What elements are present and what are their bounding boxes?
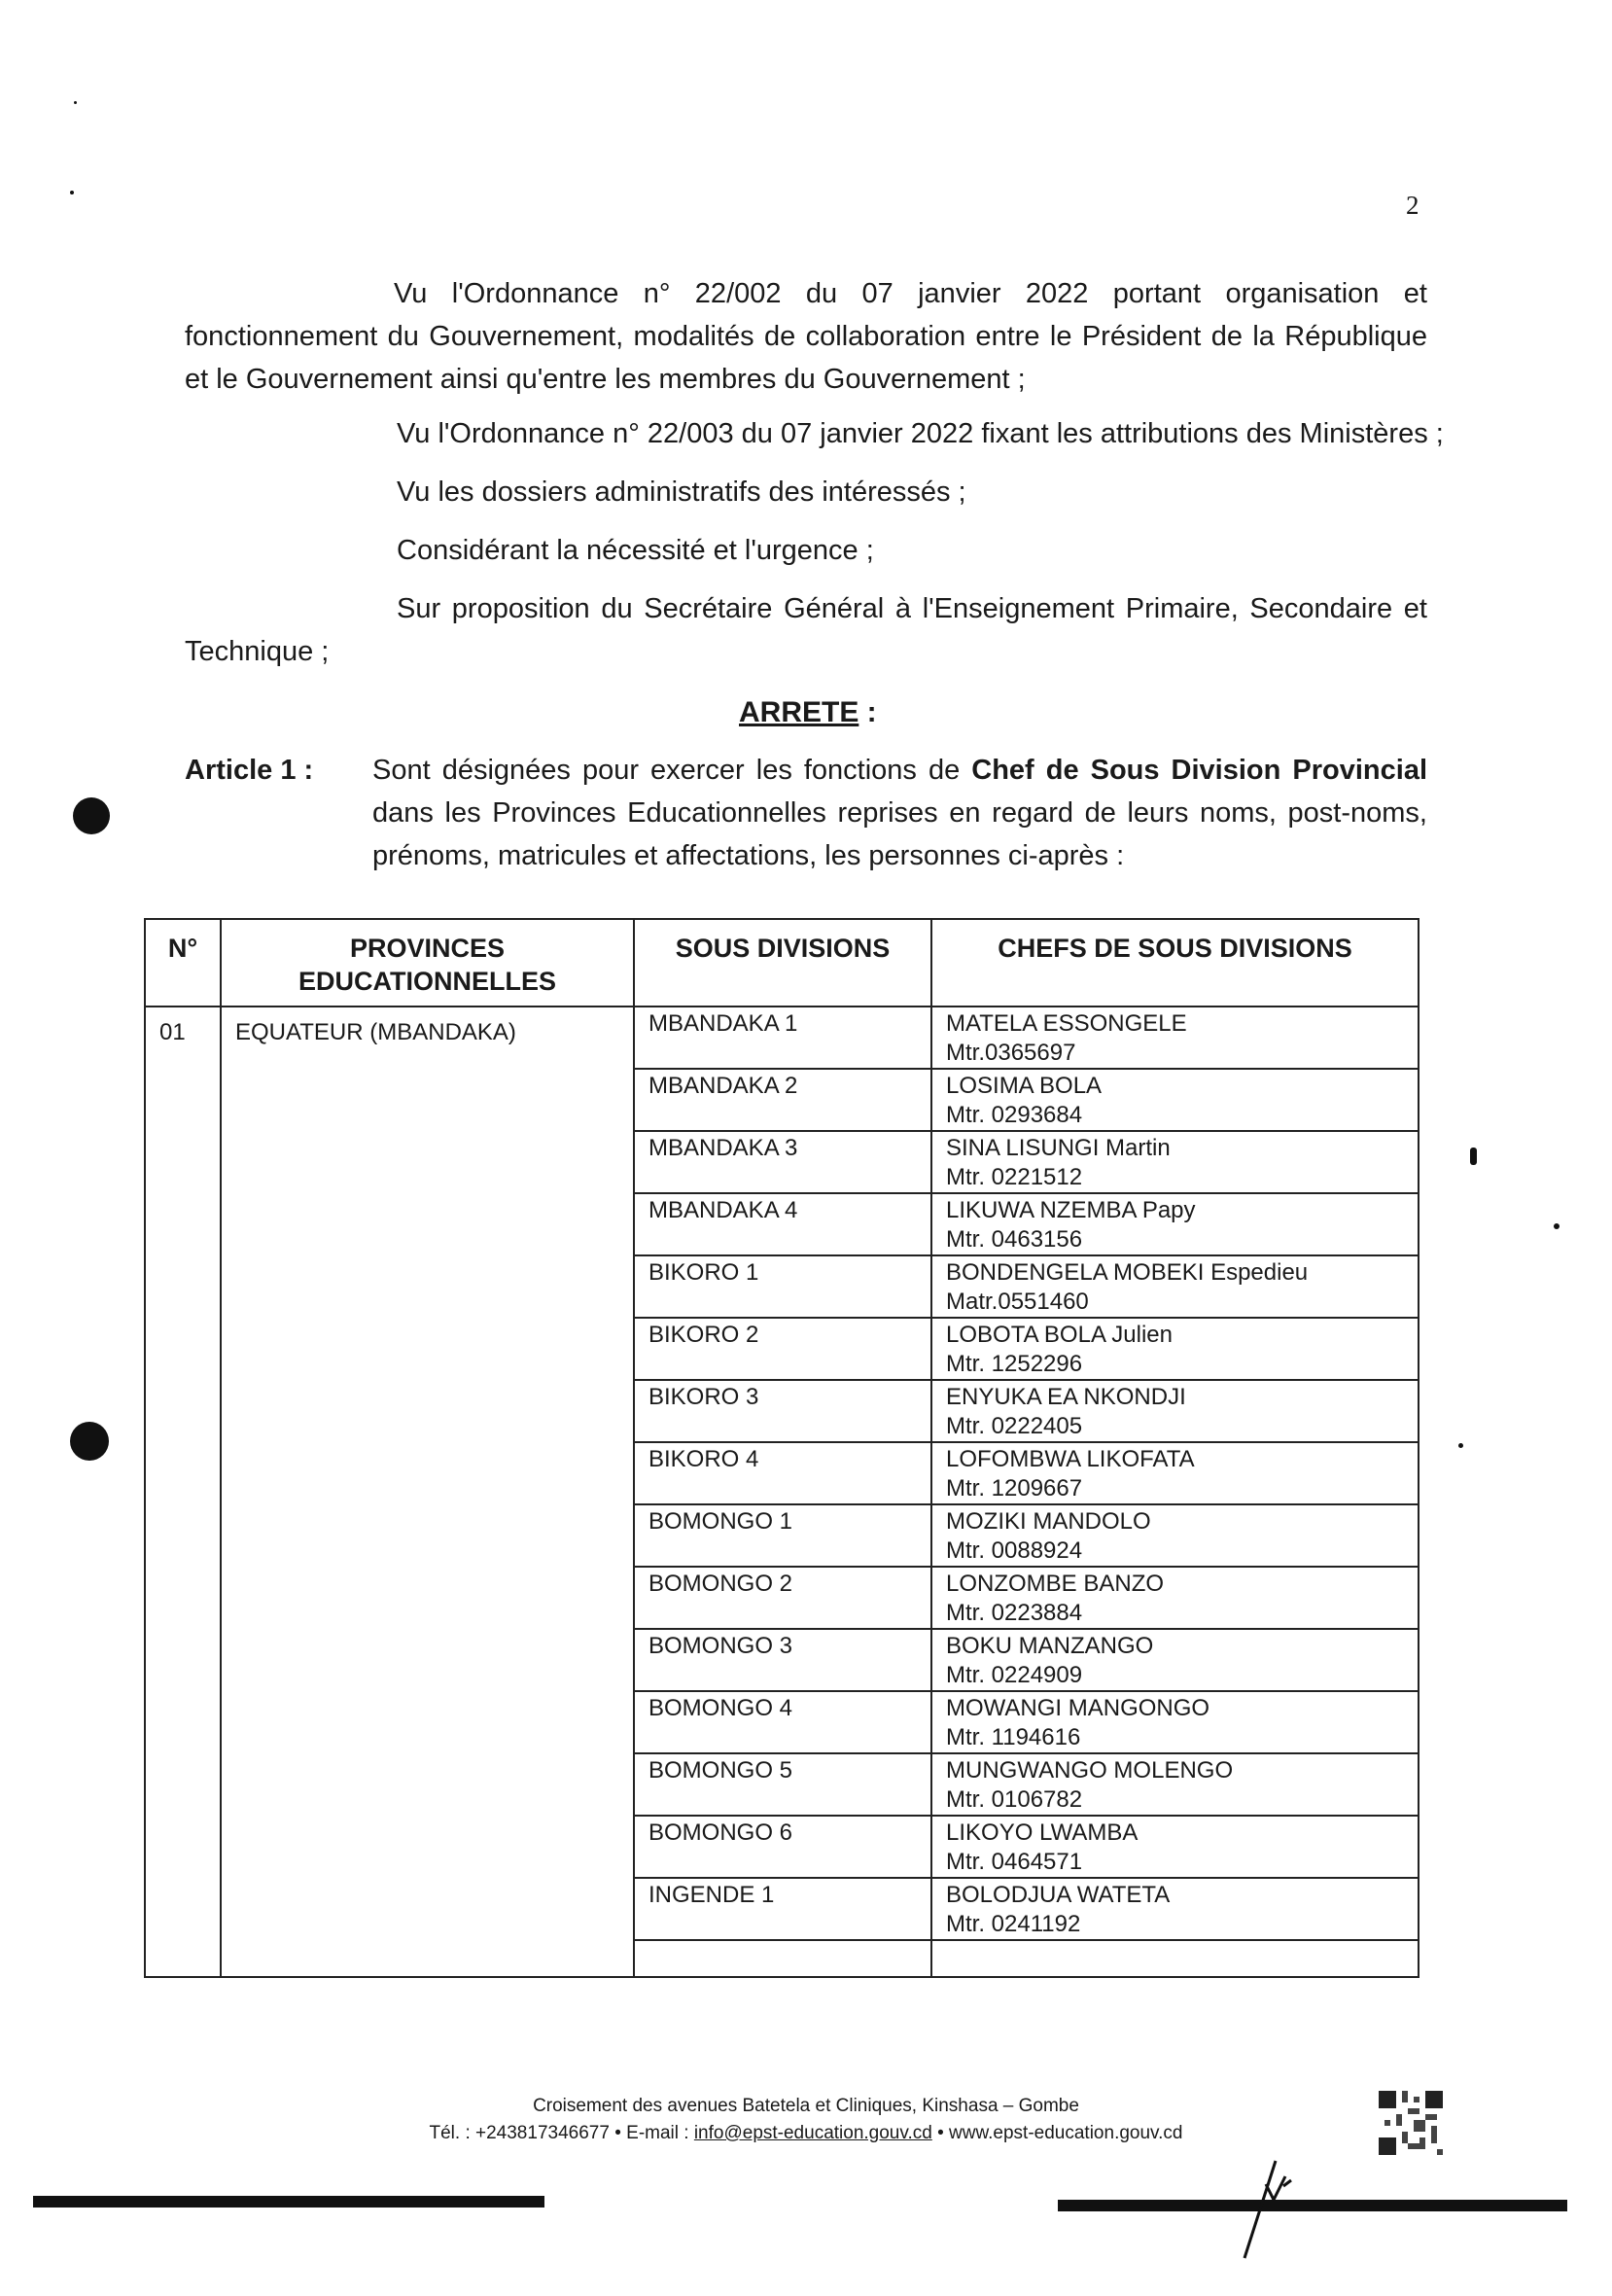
chief-name: MATELA ESSONGELE bbox=[946, 1010, 1187, 1037]
qr-code-icon bbox=[1379, 2091, 1443, 2155]
subdivision-name: INGENDE 1 bbox=[634, 1878, 931, 1940]
article-1-label: Article 1 : bbox=[185, 755, 314, 786]
chief-name: LOSIMA BOLA bbox=[946, 1073, 1103, 1099]
sub-filler bbox=[634, 1940, 931, 1977]
chief-matricule: Mtr. 0463156 bbox=[946, 1226, 1083, 1253]
initials-signature-icon bbox=[1235, 2157, 1303, 2264]
chief-matricule: Mtr.0365697 bbox=[946, 1040, 1076, 1066]
scan-speck bbox=[1554, 1223, 1559, 1229]
preamble-ordinance-22-002: Vu l'Ordonnance n° 22/002 du 07 janvier 2022 portant organisation et fonctionnement du Gouvernement, modalités de collaboration entre le Président de la République et le Gouvernement ainsi qu'entre les membres du Gouvernement ; bbox=[185, 278, 1427, 395]
chief-cell bbox=[931, 1318, 1419, 1380]
chief-cell bbox=[931, 1691, 1419, 1753]
header-chief: CHEFS DE SOUS DIVISIONS bbox=[931, 919, 1419, 1007]
chief-cell bbox=[931, 1131, 1419, 1193]
footer-contact bbox=[0, 2093, 1612, 2147]
designation-table bbox=[144, 918, 1419, 1978]
chief-name: BONDENGELA MOBEKI Espedieu bbox=[946, 1259, 1309, 1286]
subdivision-name: BIKORO 3 bbox=[634, 1380, 931, 1442]
chief-cell bbox=[931, 1753, 1419, 1816]
subdivision-name: MBANDAKA 3 bbox=[634, 1131, 931, 1193]
subdivision-name: BOMONGO 5 bbox=[634, 1753, 931, 1816]
preamble-necessity: Considérant la nécessité et l'urgence ; bbox=[397, 535, 874, 566]
bullet-icon: • bbox=[614, 2123, 627, 2143]
row-number: 01 bbox=[145, 1007, 221, 1977]
page-number: 2 bbox=[1406, 191, 1419, 220]
header-number: N° bbox=[145, 919, 221, 1007]
scan-speck bbox=[1458, 1443, 1463, 1448]
chief-matricule: Mtr. 0241192 bbox=[946, 1911, 1081, 1937]
chief-matricule: Mtr. 1252296 bbox=[946, 1351, 1083, 1377]
chief-cell bbox=[931, 1442, 1419, 1504]
footer-email[interactable]: info@epst-education.gouv.cd bbox=[693, 2123, 932, 2143]
province-name: EQUATEUR (MBANDAKA) bbox=[221, 1007, 634, 1977]
subdivision-name: MBANDAKA 1 bbox=[634, 1007, 931, 1069]
chief-cell bbox=[931, 1816, 1419, 1878]
chief-name: LIKOYO LWAMBA bbox=[946, 1819, 1139, 1846]
subdivision-name: BIKORO 4 bbox=[634, 1442, 931, 1504]
chief-matricule: Mtr. 0222405 bbox=[946, 1413, 1083, 1439]
article-1-text bbox=[372, 749, 1427, 877]
chief-name: LONZOMBE BANZO bbox=[946, 1571, 1165, 1597]
chief-cell bbox=[931, 1629, 1419, 1691]
chief-matricule: Matr.0551460 bbox=[946, 1289, 1089, 1315]
preamble-dossiers: Vu les dossiers administratifs des intéressés ; bbox=[397, 477, 966, 508]
subdivision-name: BOMONGO 2 bbox=[634, 1567, 931, 1629]
table-header-row bbox=[145, 919, 1419, 1007]
chief-name: MOZIKI MANDOLO bbox=[946, 1508, 1151, 1535]
footer-bar-left bbox=[33, 2196, 544, 2208]
subdivision-name: MBANDAKA 2 bbox=[634, 1069, 931, 1131]
article-1-function-title: Chef de Sous Division Provincial bbox=[971, 755, 1428, 786]
decision-colon: : bbox=[859, 696, 877, 728]
subdivision-name: BIKORO 1 bbox=[634, 1255, 931, 1318]
subdivision-name: BOMONGO 1 bbox=[634, 1504, 931, 1567]
chief-name: LIKUWA NZEMBA Papy bbox=[946, 1197, 1196, 1223]
decision-heading bbox=[739, 696, 877, 729]
punch-hole-mark bbox=[70, 1422, 109, 1461]
footer-phone: Tél. : +243817346677 bbox=[429, 2123, 610, 2143]
scan-speck bbox=[70, 191, 74, 194]
chief-cell bbox=[931, 1007, 1419, 1069]
preamble-ordinance-22-003: Vu l'Ordonnance n° 22/003 du 07 janvier 2022 fixant les attributions des Ministères ; bbox=[397, 418, 1444, 449]
header-province: PROVINCES EDUCATIONNELLES bbox=[221, 919, 634, 1007]
chief-matricule: Mtr. 0223884 bbox=[946, 1600, 1083, 1626]
punch-hole-mark bbox=[73, 797, 110, 834]
chief-name: BOLODJUA WATETA bbox=[946, 1882, 1171, 1908]
scan-speck bbox=[74, 101, 77, 104]
chief-name: BOKU MANZANGO bbox=[946, 1633, 1154, 1659]
footer-address: Croisement des avenues Batetela et Cliniques, Kinshasa – Gombe bbox=[533, 2096, 1079, 2116]
chief-cell bbox=[931, 1504, 1419, 1567]
chief-cell bbox=[931, 1069, 1419, 1131]
chief-name: ENYUKA EA NKONDJI bbox=[946, 1384, 1186, 1410]
chief-matricule: Mtr. 0106782 bbox=[946, 1786, 1083, 1813]
footer-bar-right bbox=[1058, 2200, 1567, 2211]
bullet-icon: • bbox=[937, 2123, 950, 2143]
footer-contact-line bbox=[0, 2120, 1612, 2147]
chief-matricule: Mtr. 0293684 bbox=[946, 1102, 1083, 1128]
chief-matricule: Mtr. 0221512 bbox=[946, 1164, 1083, 1190]
decision-word: ARRETE bbox=[739, 696, 859, 728]
header-subdivision: SOUS DIVISIONS bbox=[634, 919, 931, 1007]
chief-matricule: Mtr. 0464571 bbox=[946, 1849, 1083, 1875]
chief-matricule: Mtr. 1209667 bbox=[946, 1475, 1083, 1501]
subdivision-name: MBANDAKA 4 bbox=[634, 1193, 931, 1255]
chief-filler bbox=[931, 1940, 1419, 1977]
chief-matricule: Mtr. 1194616 bbox=[946, 1724, 1081, 1750]
footer-website[interactable]: www.epst-education.gouv.cd bbox=[949, 2123, 1183, 2143]
subdivision-name: BOMONGO 6 bbox=[634, 1816, 931, 1878]
chief-matricule: Mtr. 0224909 bbox=[946, 1662, 1083, 1688]
chief-name: SINA LISUNGI Martin bbox=[946, 1135, 1171, 1161]
chief-cell bbox=[931, 1193, 1419, 1255]
table-row bbox=[145, 1007, 1419, 1069]
article-1-text-after: dans les Provinces Educationnelles reprises en regard de leurs noms, post-noms, prénoms, matricules et affectations, les personnes ci-après : bbox=[372, 797, 1427, 871]
chief-name: LOBOTA BOLA Julien bbox=[946, 1322, 1174, 1348]
chief-matricule: Mtr. 0088924 bbox=[946, 1537, 1083, 1564]
chief-name: MUNGWANGO MOLENGO bbox=[946, 1757, 1234, 1784]
chief-name: MOWANGI MANGONGO bbox=[946, 1695, 1210, 1721]
chief-name: LOFOMBWA LIKOFATA bbox=[946, 1446, 1195, 1472]
scan-speck bbox=[1470, 1148, 1477, 1165]
preamble-proposal: Sur proposition du Secrétaire Général à l'Enseignement Primaire, Secondaire et Technique ; bbox=[185, 593, 1427, 667]
chief-cell bbox=[931, 1878, 1419, 1940]
article-1-text-before: Sont désignées pour exercer les fonctions de bbox=[372, 755, 972, 786]
footer-email-label: E-mail : bbox=[626, 2123, 694, 2143]
chief-cell bbox=[931, 1380, 1419, 1442]
subdivision-name: BOMONGO 3 bbox=[634, 1629, 931, 1691]
chief-cell bbox=[931, 1567, 1419, 1629]
subdivision-name: BIKORO 2 bbox=[634, 1318, 931, 1380]
subdivision-name: BOMONGO 4 bbox=[634, 1691, 931, 1753]
chief-cell bbox=[931, 1255, 1419, 1318]
